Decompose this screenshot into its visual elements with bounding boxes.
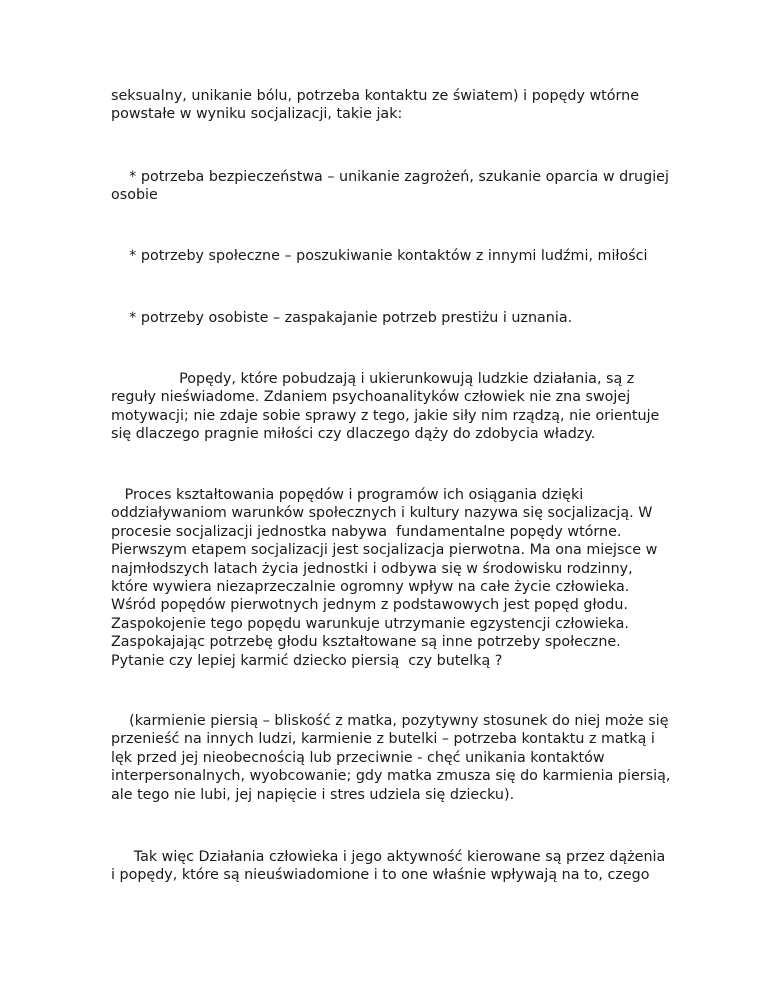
text-line: Tak więc Działania człowieka i jego aktywność kierowane są przez dążenia <box>111 849 666 865</box>
text-line: * potrzeby społeczne – poszukiwanie kontaktów z innymi ludźmi, miłości <box>111 248 648 264</box>
text-line: lęk przed jej nieobecnością lub przeciwnie - chęć unikania kontaktów <box>111 749 605 766</box>
text-line: * potrzeby osobiste – zaspakajanie potrzeb prestiżu i uznania. <box>111 310 573 326</box>
text-line: oddziaływaniom warunków społecznych i kultury nazywa się socjalizacją. W <box>111 505 653 522</box>
text-line: osobie <box>111 187 158 204</box>
text-line: interpersonalnych, wyobcowanie; gdy matka zmusza się do karmienia piersią, <box>111 768 671 785</box>
text-line: Proces kształtowania popędów i programów ich osiągania dzięki <box>111 487 584 503</box>
text-line: powstałe w wyniku socjalizacji, takie jak: <box>111 106 403 123</box>
paragraph-drives-unconscious <box>111 370 660 444</box>
list-item-security-need <box>111 168 669 205</box>
text-line: Zaspokajając potrzebę głodu kształtowane są inne potrzeby społeczne. <box>111 634 621 651</box>
text-line: procesie socjalizacji jednostka nabywa fundamentalne popędy wtórne. <box>111 523 622 540</box>
paragraph-breastfeeding <box>111 712 671 804</box>
text-line: seksualny, unikanie bólu, potrzeba kontaktu ze światem) i popędy wtórne <box>111 88 639 104</box>
text-line: ale tego nie lubi, jej napięcie i stres udziela się dziecku). <box>111 786 515 803</box>
text-line: przenieść na innych ludzi, karmienie z butelki – potrzeba kontaktu z matką i <box>111 731 655 748</box>
paragraph-socialization <box>111 486 656 670</box>
text-line: reguły nieświadome. Zdaniem psychoanalityków człowiek nie zna swojej <box>111 389 631 406</box>
text-line: i popędy, które są nieuświadomione i to one właśnie wpływają na to, czego <box>111 867 650 884</box>
paragraph-intro <box>111 87 656 124</box>
text-line: Pierwszym etapem socjalizacji jest socjalizacja pierwotna. Ma ona miejsce w <box>111 542 658 559</box>
text-line: Zaspokojenie tego popędu warunkuje utrzymanie egzystencji człowieka. <box>111 615 629 632</box>
text-line: Popędy, które pobudzają i ukierunkowują ludzkie działania, są z <box>111 371 635 387</box>
text-line: * potrzeba bezpieczeństwa – unikanie zagrożeń, szukanie oparcia w drugiej <box>111 169 669 185</box>
paragraph-conclusion <box>111 848 666 885</box>
text-line: najmłodszych latach życia jednostki i odbywa się w środowisku rodzinny, <box>111 560 633 577</box>
list-item-social-needs <box>111 247 656 265</box>
list-item-personal-needs <box>111 309 656 327</box>
text-line: Wśród popędów pierwotnych jednym z podstawowych jest popęd głodu. <box>111 597 628 614</box>
text-line: które wywiera niezaprzeczalnie ogromny wpływ na całe życie człowieka. <box>111 578 630 595</box>
text-line: Pytanie czy lepiej karmić dziecko piersią czy butelką ? <box>111 652 503 669</box>
text-line: motywacji; nie zdaje sobie sprawy z tego, jakie siły nim rządzą, nie orientuje <box>111 407 660 424</box>
text-line: (karmienie piersią – bliskość z matka, pozytywny stosunek do niej może się <box>111 713 669 729</box>
text-line: się dlaczego pragnie miłości czy dlaczego dąży do zdobycia władzy. <box>111 426 596 443</box>
